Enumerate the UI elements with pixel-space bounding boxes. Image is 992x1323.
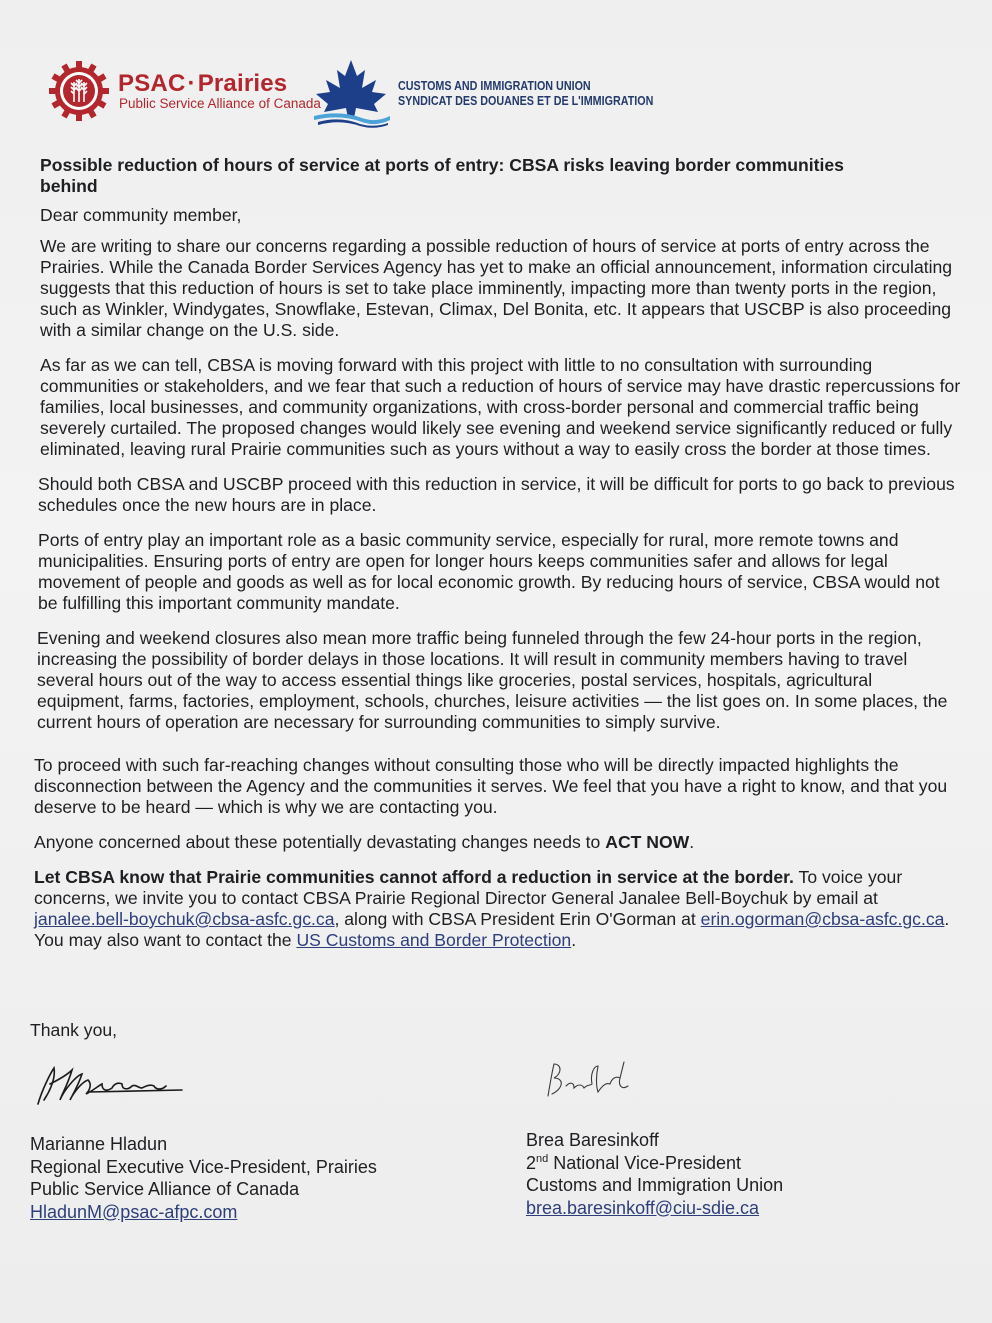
signatory-right-title: 2nd National Vice-President xyxy=(526,1152,742,1173)
signatory-left xyxy=(30,1133,377,1223)
paragraph-3: Should both CBSA and USCBP proceed with this reduction in service, it will be difficult for ports to go back to previous schedules once the new hours are in place. xyxy=(38,474,955,515)
signatory-left-title: Regional Executive Vice-President, Prairies xyxy=(30,1156,377,1177)
act-now-emphasis: ACT NOW xyxy=(605,832,690,852)
signature-brea-baresinkoff xyxy=(540,1056,640,1106)
signatory-right xyxy=(526,1129,783,1219)
signatory-right-name: Brea Baresinkoff xyxy=(526,1130,659,1150)
email-link-president[interactable]: erin.ogorman@cbsa-asfc.gc.ca xyxy=(700,909,945,929)
ciu-logo-text xyxy=(398,79,653,109)
salutation: Dear community member, xyxy=(40,205,242,225)
signature-marianne-hladun xyxy=(32,1060,192,1110)
paragraph-7: Anyone concerned about these potentially devastating changes needs to ACT NOW. xyxy=(34,832,695,852)
ciu-maple-leaf-logo-icon xyxy=(310,58,392,128)
signatory-right-email[interactable]: brea.baresinkoff@ciu-sdie.ca xyxy=(526,1197,760,1218)
paragraph-5: Evening and weekend closures also mean more traffic being funneled through the few 24-hour ports in the region, increasing the possibility of border delays in those locations. It will result in community members having to travel several hours out of the way to access essential things like groceries, postal services, hospitals, agricultural equipment, farms, factories, employment, schools, churches, leisure activities — the list goes on. In some places, the current hours of operation are necessary for surrounding communities to simply survive. xyxy=(37,628,948,732)
call-to-action: Let CBSA know that Prairie communities cannot afford a reduction in service at the border. xyxy=(34,867,794,887)
signatory-left-name: Marianne Hladun xyxy=(30,1134,168,1154)
email-link-director-general[interactable]: janalee.bell-boychuk@cbsa-asfc.gc.ca xyxy=(34,909,335,929)
letterhead xyxy=(48,58,668,138)
letter-body xyxy=(34,155,964,965)
ciu-name-en: CUSTOMS AND IMMIGRATION UNION xyxy=(398,79,591,93)
psac-logo-text: PSAC·Prairies xyxy=(118,70,288,97)
closing: Thank you, xyxy=(30,1020,118,1040)
signatory-right-org: Customs and Immigration Union xyxy=(526,1175,784,1195)
signatory-left-email[interactable]: HladunM@psac-afpc.com xyxy=(30,1201,238,1222)
psac-full-name: Public Service Alliance of Canada xyxy=(119,96,321,111)
signatory-left-org: Public Service Alliance of Canada xyxy=(30,1179,300,1199)
paragraph-6: To proceed with such far-reaching changes without consulting those who will be directly impacted highlights the disconnection between the Agency and the communities it serves. We feel that you have a right to know, and that you deserve to be heard — which is why we are contacting you. xyxy=(34,755,948,817)
paragraph-2: As far as we can tell, CBSA is moving forward with this project with little to no consultation with surrounding communities or stakeholders, and we fear that such a reduction of hours of service may have drastic repercussions for families, local businesses, and community organizations, with cross-border personal and commercial traffic being severely curtailed. The proposed changes would likely see evening and weekend service significantly reduced or fully eliminated, leaving rural Prairie communities such as yours without a way to easily cross the border at those times. xyxy=(40,355,961,459)
letter-title: Possible reduction of hours of service at ports of entry: CBSA risks leaving border communities behind xyxy=(40,155,844,196)
paragraph-8: Let CBSA know that Prairie communities cannot afford a reduction in service at the border. To voice your concerns, we invite you to contact CBSA Prairie Regional Director General Janalee Bell-Boychuk by email at janalee.bell-boychuk@cbsa-asfc.gc.ca, along with CBSA President Erin O'Gorman at erin.ogorman@cbsa-asfc.gc.ca. You may also want to contact the US Customs and Border Protection. xyxy=(34,867,950,950)
psac-gear-logo-icon xyxy=(48,60,110,122)
ciu-name-fr: SYNDICAT DES DOUANES ET DE L'IMMIGRATION xyxy=(398,94,654,108)
link-us-customs-border-protection[interactable]: US Customs and Border Protection xyxy=(296,930,572,950)
paragraph-4: Ports of entry play an important role as a basic community service, especially for rural, more remote towns and municipalities. Ensuring ports of entry are open for longer hours keeps communities safer and allows for legal movement of people and goods as well as for local economic growth. By reducing hours of service, CBSA would not be fulfilling this important community mandate. xyxy=(38,530,940,613)
paragraph-1: We are writing to share our concerns regarding a possible reduction of hours of service at ports of entry across the Prairies. While the Canada Border Services Agency has yet to make an official announcement, information circulating suggests that this reduction of hours is set to take place imminently, impacting more than twenty ports in the region, such as Winkler, Windygates, Snowflake, Estevan, Climax, Del Bonita, etc. It appears that USCBP is also proceeding with a similar change on the U.S. side. xyxy=(40,236,953,340)
